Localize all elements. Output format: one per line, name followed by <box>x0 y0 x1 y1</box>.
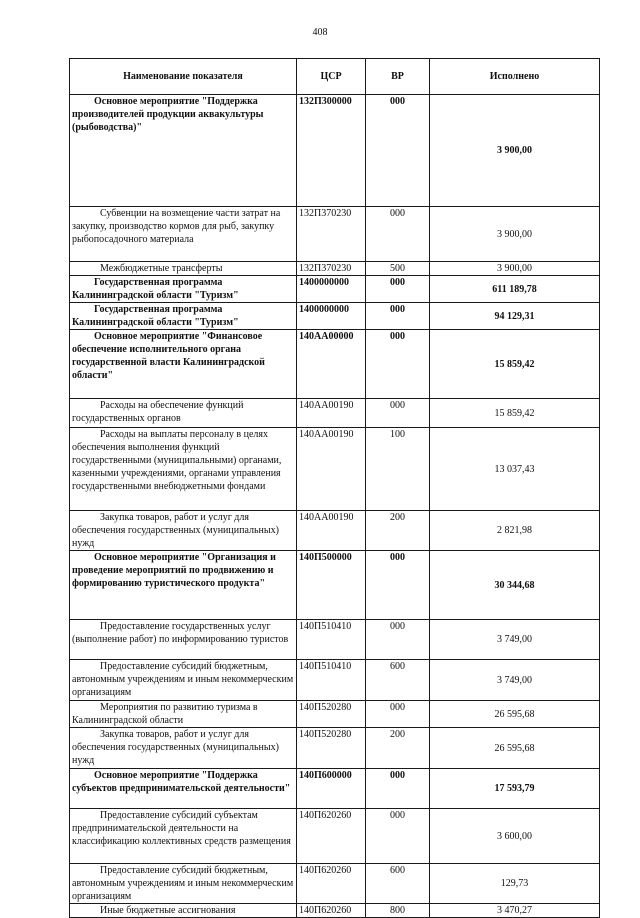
cell-code <box>297 207 366 262</box>
cell-name <box>70 728 297 769</box>
cell-vr <box>366 864 430 904</box>
table-row <box>70 511 600 551</box>
cell-name-text: Основное мероприятие "Поддержка субъектов предпринимательской деятельности" <box>72 770 291 794</box>
cell-amount <box>430 303 600 330</box>
cell-vr-text: 000 <box>390 770 405 781</box>
cell-amount-text: 3 900,00 <box>497 263 532 274</box>
cell-name-text: Межбюджетные трансферты <box>100 263 223 274</box>
cell-vr-text: 600 <box>390 661 405 672</box>
cell-name <box>70 511 297 551</box>
budget-table <box>69 58 600 918</box>
cell-code-text: 140П510410 <box>299 661 352 672</box>
cell-vr <box>366 95 430 207</box>
cell-code-text: 140П520280 <box>299 702 352 713</box>
cell-amount <box>430 660 600 701</box>
cell-amount <box>430 769 600 809</box>
cell-code <box>297 551 366 620</box>
cell-vr <box>366 262 430 276</box>
cell-amount-text: 26 595,68 <box>494 742 535 754</box>
cell-vr-text: 600 <box>390 865 405 876</box>
cell-name <box>70 620 297 660</box>
cell-vr-text: 000 <box>390 304 405 315</box>
table-row <box>70 904 600 918</box>
cell-vr <box>366 904 430 918</box>
table-body <box>70 95 600 918</box>
table-row <box>70 303 600 330</box>
cell-code-text: 140АА00000 <box>299 331 354 342</box>
cell-amount <box>430 809 600 864</box>
cell-vr-text: 000 <box>390 702 405 713</box>
cell-code-text: 132П370230 <box>299 208 352 219</box>
cell-amount <box>430 904 600 918</box>
cell-vr <box>366 660 430 701</box>
cell-amount-text: 3 470,27 <box>497 905 532 916</box>
cell-code <box>297 276 366 303</box>
table-row <box>70 660 600 701</box>
cell-name-text: Государственная программа Калининградской области "Туризм" <box>72 277 239 301</box>
cell-code-text: 140П600000 <box>299 770 352 781</box>
cell-vr <box>366 701 430 728</box>
cell-name-text: Предоставление субсидий бюджетным, автономным учреждениям и иным некоммерческим организациям <box>72 865 294 902</box>
cell-code <box>297 303 366 330</box>
cell-vr <box>366 769 430 809</box>
cell-code <box>297 399 366 428</box>
cell-code-text: 132П370230 <box>299 263 352 274</box>
cell-code <box>297 511 366 551</box>
cell-name-text: Мероприятия по развитию туризма в Калининградской области <box>72 702 258 726</box>
cell-name <box>70 207 297 262</box>
table-row <box>70 701 600 728</box>
cell-code <box>297 660 366 701</box>
cell-name <box>70 769 297 809</box>
cell-name-text: Предоставление субсидий субъектам предпринимательской деятельности на классификацию коллективных средств размещения <box>72 810 291 847</box>
cell-amount-text: 3 900,00 <box>497 145 532 156</box>
cell-vr <box>366 511 430 551</box>
table-row <box>70 95 600 207</box>
header-amount: Исполнено <box>430 59 600 95</box>
header-name: Наименование показателя <box>70 59 297 95</box>
cell-amount-text: 30 344,68 <box>494 579 535 591</box>
cell-code <box>297 904 366 918</box>
cell-amount <box>430 95 600 207</box>
page-number: 408 <box>312 27 328 38</box>
cell-vr-text: 000 <box>390 331 405 342</box>
cell-amount-text: 3 749,00 <box>497 674 532 686</box>
cell-code <box>297 701 366 728</box>
cell-code-text: 140П500000 <box>299 552 352 563</box>
cell-amount <box>430 620 600 660</box>
cell-code-text: 140П620260 <box>299 810 352 821</box>
cell-code <box>297 769 366 809</box>
cell-amount-text: 15 859,42 <box>494 407 535 419</box>
table-row <box>70 551 600 620</box>
cell-amount-text: 13 037,43 <box>494 463 535 475</box>
cell-name <box>70 262 297 276</box>
cell-amount-text: 129,73 <box>500 878 529 889</box>
cell-amount-text: 3 600,00 <box>497 830 532 842</box>
table-row <box>70 864 600 904</box>
cell-vr-text: 000 <box>390 208 405 219</box>
table-row <box>70 207 600 262</box>
cell-name <box>70 551 297 620</box>
cell-vr-text: 000 <box>390 277 405 288</box>
header-row <box>70 59 600 95</box>
cell-name-text: Основное мероприятие "Организация и проведение мероприятий по продвижению и формированию туристического продукта" <box>72 552 276 589</box>
cell-vr-text: 000 <box>390 621 405 632</box>
cell-code-text: 1400000000 <box>299 304 349 315</box>
cell-vr-text: 200 <box>390 729 405 740</box>
table-row <box>70 428 600 511</box>
cell-code-text: 140П510410 <box>299 621 352 632</box>
cell-amount <box>430 428 600 511</box>
cell-name-text: Предоставление субсидий бюджетным, автономным учреждениям и иным некоммерческим организациям <box>72 661 294 698</box>
cell-name-text: Расходы на обеспечение функций государственных органов <box>72 400 244 424</box>
cell-amount <box>430 330 600 399</box>
cell-code <box>297 428 366 511</box>
cell-amount <box>430 262 600 276</box>
cell-vr <box>366 399 430 428</box>
header-code: ЦСР <box>297 59 366 95</box>
cell-amount <box>430 399 600 428</box>
cell-name-text: Основное мероприятие "Финансовое обеспечение исполнительного органа государственной власти Калининградской области" <box>72 331 265 381</box>
cell-code-text: 132П300000 <box>299 96 352 107</box>
table-row <box>70 399 600 428</box>
table-row <box>70 330 600 399</box>
cell-code <box>297 262 366 276</box>
cell-name-text: Закупка товаров, работ и услуг для обеспечения государственных (муниципальных) нужд <box>72 729 279 766</box>
cell-name-text: Иные бюджетные ассигнования <box>100 905 236 916</box>
cell-name <box>70 399 297 428</box>
cell-name <box>70 330 297 399</box>
cell-name-text: Субвенции на возмещение части затрат на закупку, производство кормов для рыб, закупку рыбопосадочного материала <box>72 208 281 245</box>
cell-amount <box>430 728 600 769</box>
cell-amount-text: 94 129,31 <box>494 310 535 322</box>
table-row <box>70 728 600 769</box>
cell-name <box>70 904 297 918</box>
table-row <box>70 769 600 809</box>
cell-name-text: Предоставление государственных услуг (выполнение работ) по информированию туристов <box>72 621 289 645</box>
cell-vr <box>366 330 430 399</box>
cell-vr-text: 500 <box>390 263 405 274</box>
cell-name <box>70 95 297 207</box>
cell-amount <box>430 511 600 551</box>
cell-name-text: Основное мероприятие "Поддержка производителей продукции аквакультуры (рыбоводства)" <box>72 96 264 133</box>
table-row <box>70 276 600 303</box>
cell-code <box>297 620 366 660</box>
cell-vr-text: 100 <box>390 429 405 440</box>
cell-amount <box>430 276 600 303</box>
cell-code-text: 140П620260 <box>299 865 352 876</box>
header-vr: ВР <box>366 59 430 95</box>
cell-amount <box>430 701 600 728</box>
cell-amount <box>430 864 600 904</box>
cell-vr-text: 000 <box>390 810 405 821</box>
cell-code-text: 140АА00190 <box>299 512 354 523</box>
cell-vr-text: 000 <box>390 96 405 107</box>
cell-code-text: 1400000000 <box>299 277 349 288</box>
cell-amount-text: 3 749,00 <box>497 634 532 645</box>
cell-amount <box>430 207 600 262</box>
cell-code <box>297 95 366 207</box>
cell-vr <box>366 428 430 511</box>
cell-amount-text: 2 821,98 <box>497 525 532 536</box>
cell-amount-text: 15 859,42 <box>494 358 535 370</box>
cell-vr <box>366 728 430 769</box>
cell-name-text: Закупка товаров, работ и услуг для обеспечения государственных (муниципальных) нужд <box>72 512 279 549</box>
cell-amount-text: 611 189,78 <box>492 283 537 295</box>
cell-name <box>70 428 297 511</box>
cell-name <box>70 660 297 701</box>
cell-vr <box>366 620 430 660</box>
table-row <box>70 620 600 660</box>
cell-amount <box>430 551 600 620</box>
cell-vr <box>366 276 430 303</box>
cell-code <box>297 330 366 399</box>
cell-name <box>70 276 297 303</box>
cell-amount-text: 26 595,68 <box>494 708 535 720</box>
cell-code-text: 140П620260 <box>299 905 352 916</box>
cell-vr <box>366 303 430 330</box>
table-row <box>70 262 600 276</box>
cell-amount-text: 17 593,79 <box>494 783 535 794</box>
table-row <box>70 809 600 864</box>
cell-code-text: 140П520280 <box>299 729 352 740</box>
cell-code-text: 140АА00190 <box>299 429 354 440</box>
cell-vr-text: 200 <box>390 512 405 523</box>
cell-code <box>297 864 366 904</box>
cell-name <box>70 303 297 330</box>
cell-vr-text: 000 <box>390 400 405 411</box>
cell-amount-text: 3 900,00 <box>497 228 532 240</box>
cell-name-text: Государственная программа Калининградской области "Туризм" <box>72 304 239 328</box>
cell-name <box>70 864 297 904</box>
cell-vr <box>366 207 430 262</box>
cell-code-text: 140АА00190 <box>299 400 354 411</box>
cell-vr <box>366 809 430 864</box>
cell-vr-text: 800 <box>390 905 405 916</box>
cell-code <box>297 809 366 864</box>
cell-name-text: Расходы на выплаты персоналу в целях обеспечения выполнения функций государственными (муниципальными) органами, казенными учреждениями, органами управления государственными внебюджетными фондами <box>72 429 282 492</box>
cell-name <box>70 701 297 728</box>
cell-code <box>297 728 366 769</box>
cell-vr-text: 000 <box>390 552 405 563</box>
cell-vr <box>366 551 430 620</box>
cell-name <box>70 809 297 864</box>
